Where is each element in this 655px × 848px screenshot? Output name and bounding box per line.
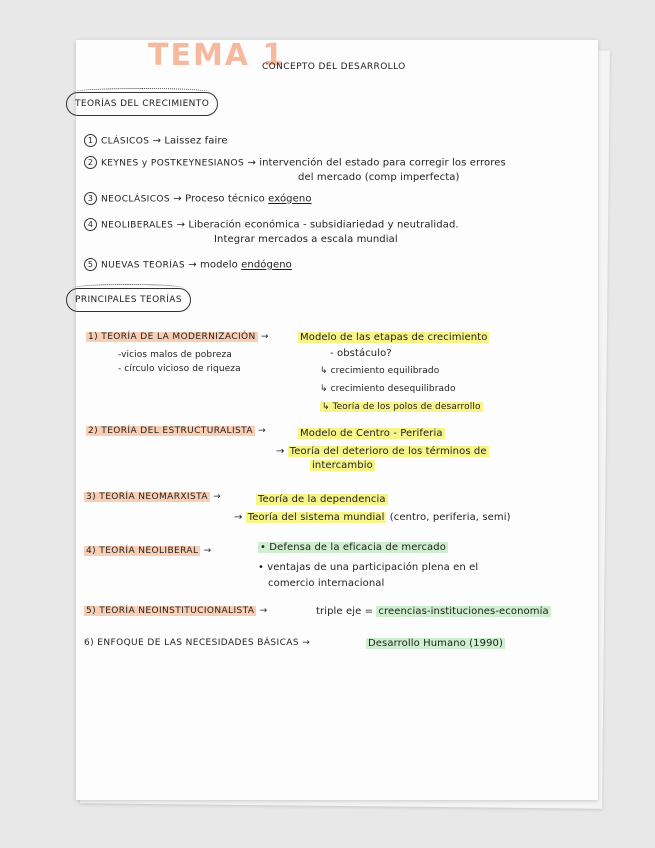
teoria-label-text: 3) TEORÍA NEOMARXISTA [86, 492, 208, 502]
teoria-1-sub-left-1: -vicios malos de pobreza [118, 350, 232, 360]
crecimiento-item-2 [84, 156, 506, 169]
item-desc: modelo [200, 259, 238, 271]
teoria-6-label [84, 638, 310, 648]
heading-principales-teorias [66, 288, 191, 312]
teoria-3-item-2-text: Teoría del sistema mundial [247, 512, 385, 523]
teoria-label-text: 5) TEORÍA NEOINSTITUCIONALISTA [86, 606, 255, 616]
item-desc-underlined: endógeno [241, 259, 292, 271]
item-desc-underlined: exógeno [268, 193, 312, 205]
item-name: NEOCLÁSICOS [101, 194, 171, 205]
teoria-6-desc [366, 638, 505, 649]
crecimiento-item-2-cont: del mercado (comp imperfecta) [298, 172, 460, 183]
crecimiento-item-1 [84, 134, 228, 147]
teoria-3-item-3-text: (centro, periferia, semi) [389, 512, 511, 523]
tema-title: TEMA 1 [148, 38, 286, 73]
heading-text: PRINCIPALES TEORÍAS [75, 295, 182, 305]
item-desc: Laissez faire [164, 135, 228, 147]
teoria-4-item-1-text: • Defensa de la eficacia de mercado [260, 542, 446, 553]
teoria-1-sub-right-4 [320, 402, 483, 412]
teoria-2-item-1-text: Modelo de Centro - Periferia [300, 428, 443, 439]
teoria-4-item-3: comercio internacional [268, 578, 385, 589]
teoria-3-item-2: → Teoría del sistema mundial (centro, periferia, semi) [234, 512, 511, 523]
teoria-4-label [84, 546, 212, 556]
number-badge: 5 [84, 258, 97, 271]
crecimiento-item-4-cont: Integrar mercados a escala mundial [214, 234, 398, 245]
teoria-4-item-2: • ventajas de una participación plena en el [258, 562, 479, 573]
teoria-1-sub-right-4-text: ↳ Teoría de los polos de desarrollo [322, 402, 481, 412]
teoria-5-desc [316, 606, 551, 617]
teoria-2-item-3 [310, 460, 375, 471]
crecimiento-item-4 [84, 218, 459, 231]
arrow: → [247, 157, 256, 169]
arrow: → [203, 546, 212, 556]
arrow: → [258, 426, 267, 436]
teoria-label-text: 1) TEORÍA DE LA MODERNIZACIÓN [88, 332, 256, 342]
teoria-1-main [298, 332, 489, 343]
teoria-1-main-text: Modelo de las etapas de crecimiento [300, 332, 488, 343]
number-badge: 1 [84, 134, 97, 147]
item-name: CLÁSICOS [101, 136, 150, 147]
teoria-2-item-3-text: intercambio [312, 460, 373, 471]
number-badge: 2 [84, 156, 97, 169]
arrow: → [152, 135, 162, 147]
subject-title: CONCEPTO DEL DESARROLLO [262, 62, 406, 72]
teoria-1-sub-left-2: - círculo vicioso de riqueza [118, 364, 241, 374]
arrow: → [213, 492, 222, 502]
number-badge: 4 [84, 218, 97, 231]
teoria-5-text: triple eje = [316, 606, 374, 617]
teoria-4-item-1 [258, 542, 448, 553]
crecimiento-item-3 [84, 192, 312, 205]
heading-teorias-crecimiento [66, 92, 218, 116]
teoria-label-text: 2) TEORÍA DEL ESTRUCTURALISTA [88, 426, 253, 436]
teoria-2-label [86, 426, 266, 436]
teoria-3-item-1 [256, 494, 388, 505]
number-badge: 3 [84, 192, 97, 205]
heading-text: TEORÍAS DEL CRECIMIENTO [75, 99, 210, 109]
teoria-label-text: 4) TEORÍA NEOLIBERAL [86, 546, 199, 556]
teoria-label-text: 6) ENFOQUE DE LAS NECESIDADES BÁSICAS [84, 638, 299, 648]
teoria-3-label [84, 492, 221, 502]
teoria-6-highlight: Desarrollo Humano (1990) [368, 638, 504, 649]
arrow: → [176, 219, 186, 231]
teoria-2-item-1 [298, 428, 445, 439]
item-name: KEYNES y POSTKEYNESIANOS [101, 158, 245, 169]
item-desc: intervención del estado para corregir los errores [259, 157, 506, 169]
item-desc: Proceso técnico [185, 193, 265, 205]
crecimiento-item-5 [84, 258, 292, 271]
teoria-2-item-2: → Teoría del deterioro de los términos de [276, 446, 487, 457]
teoria-5-highlight: creencias-instituciones-economía [378, 606, 549, 617]
teoria-1-sub-right-2: ↳ crecimiento equilibrado [320, 366, 440, 376]
teoria-3-item-1-text: Teoría de la dependencia [258, 494, 386, 505]
arrow: → [173, 193, 182, 205]
teoria-5-label [84, 606, 268, 616]
item-name: NEOLIBERALES [101, 220, 174, 231]
notebook-sheet [76, 40, 598, 800]
teoria-2-item-2-text: Teoría del deterioro de los términos de [289, 446, 487, 457]
item-desc: Liberación económica - subsidiariedad y neutralidad. [188, 219, 459, 231]
arrow: → [188, 259, 197, 271]
teoria-1-sub-right-3: ↳ crecimiento desequilibrado [320, 384, 456, 394]
teoria-1-sub-right-1: - obstáculo? [330, 348, 392, 359]
item-name: NUEVAS TEORÍAS [101, 260, 185, 271]
arrow: → [259, 606, 268, 616]
teoria-1-label [86, 332, 269, 342]
arrow: → [260, 332, 269, 342]
arrow: → [302, 638, 311, 648]
